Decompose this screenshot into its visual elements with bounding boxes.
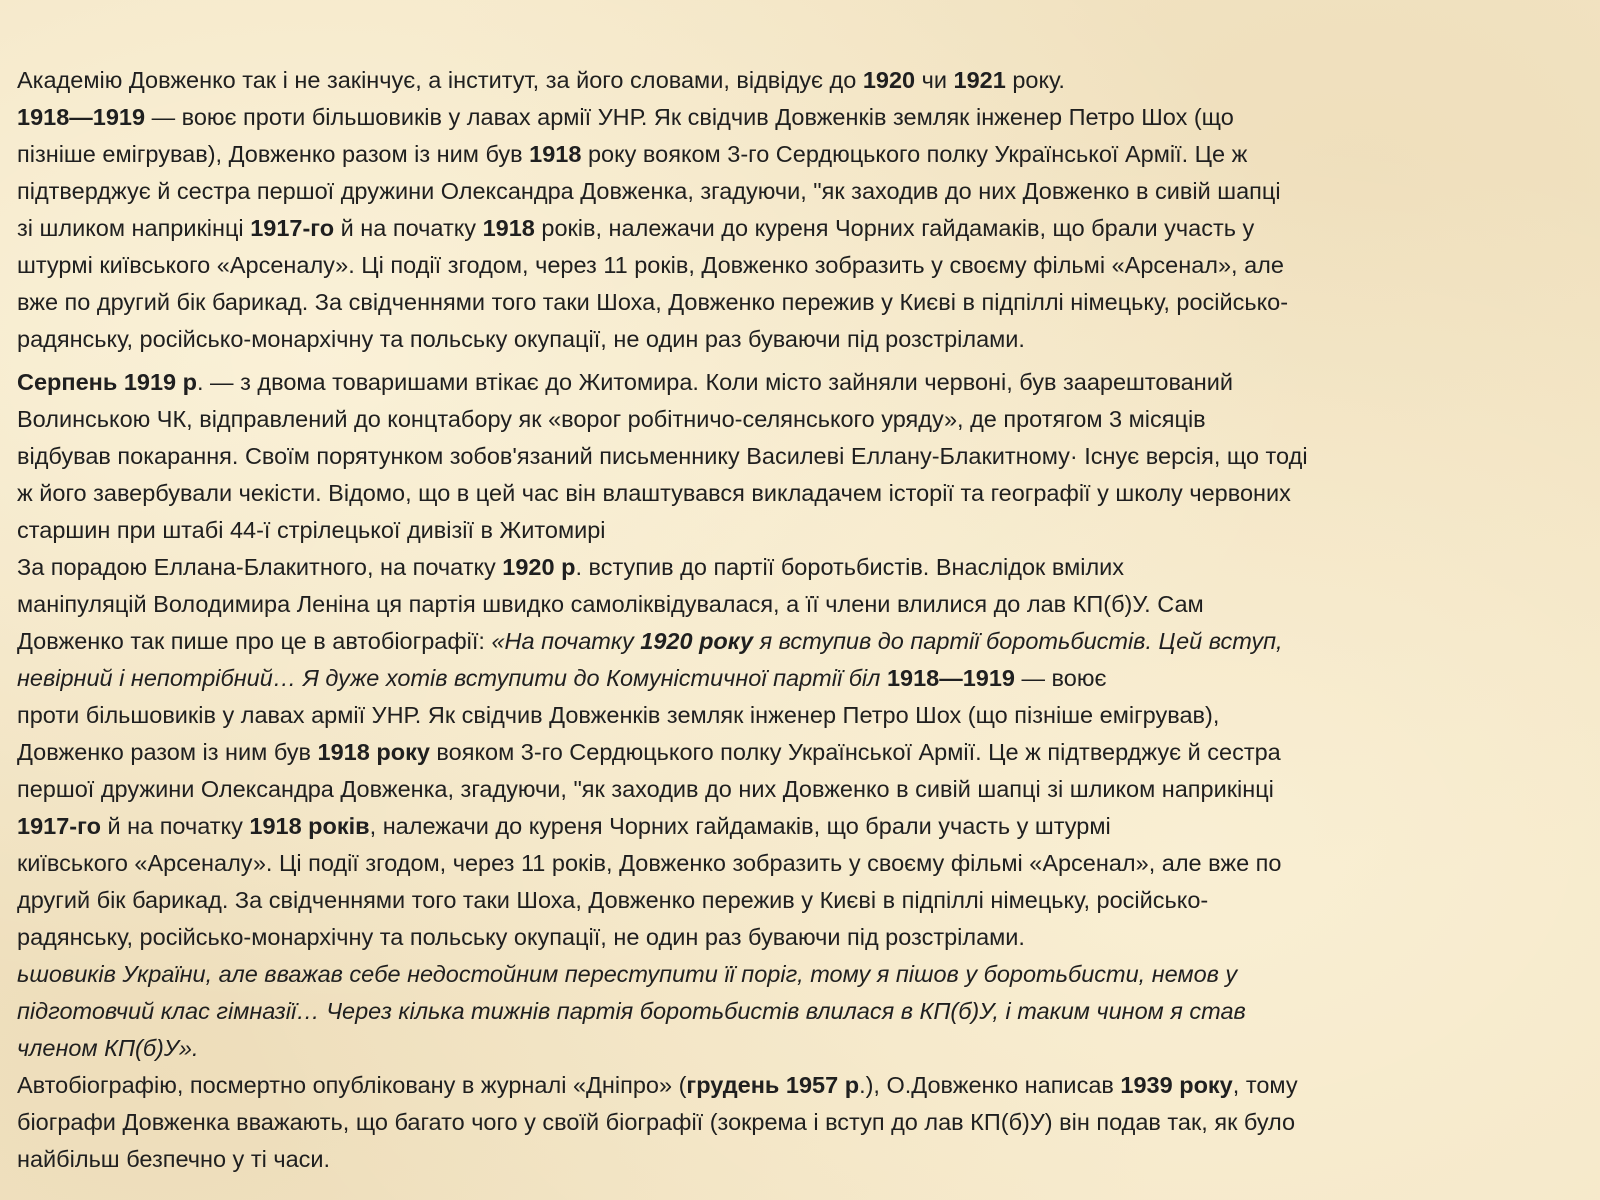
year-1918: 1918 — [529, 141, 582, 167]
slide-text-body — [17, 62, 1585, 1178]
years-1918-1919: 1918—1919 — [17, 104, 146, 130]
text-line: підтверджує й сестра першої дружини Олександра Довженка, згадуючи, "як заходив до них Довженко в сивій шапці — [17, 178, 1281, 204]
text-line: пізніше емігрував), Довженко разом із ним був 1918 року вояком 3-го Сердюцького полку Української Армії. Це ж — [17, 141, 1248, 167]
text-line: 1918—1919 — воює проти більшовиків у лавах армії УНР. Як свідчив Довженків земляк інженер Петро Шох (що — [17, 104, 1234, 130]
text-line: першої дружини Олександра Довженка, згадуючи, "як заходив до них Довженко в сивій шапці зі шликом наприкінці — [17, 776, 1274, 802]
middle-dot: · — [1069, 443, 1078, 469]
year-1918: 1918 року — [317, 739, 430, 765]
text-line: 1917-го й на початку 1918 років, належачи до куреня Чорних гайдамаків, що брали участь у штурмі — [17, 813, 1111, 839]
text-line: За порадою Еллана-Блакитного, на початку 1920 р. вступив до партії боротьбистів. Внаслідок вмілих — [17, 554, 1125, 580]
text-line: Довженко разом із ним був 1918 року вояком 3-го Сердюцького полку Української Армії. Це ж підтверджує й сестра — [17, 739, 1281, 765]
year-1917: 1917-го — [17, 813, 101, 839]
text-line: вже по другий бік барикад. За свідченнями того таки Шоха, Довженко пережив у Києві в підпіллі німецьку, російсько- — [17, 289, 1289, 315]
quote-text: «На початку — [491, 628, 641, 654]
text-line: найбільш безпечно у ті часи. — [17, 1146, 331, 1172]
years-1918-1919: 1918—1919 — [886, 665, 1015, 691]
text-line: проти більшовиків у лавах армії УНР. Як свідчив Довженків земляк інженер Петро Шох (що пізніше емігрував), — [17, 702, 1220, 728]
text-line — [17, 1030, 1585, 1067]
date-december-1957: грудень 1957 р — [686, 1072, 860, 1098]
text-line: Серпень 1919 р. — з двома товаришами втікає до Житомира. Коли місто зайняли червоні, був заарештований — [17, 369, 1233, 395]
text-line: відбував покарання. Своїм порятунком зобов'язаний письменнику Василеві Еллану-Блакитному· Існує версія, що тоді — [17, 443, 1308, 469]
text-line — [17, 956, 1585, 993]
quote-text: я вступив до партії боротьбистів. Цей вступ, — [753, 628, 1283, 654]
text-line: зі шликом наприкінці 1917-го й на початку 1918 років, належачи до куреня Чорних гайдамаків, що брали участь у — [17, 215, 1255, 241]
quote-text: невірний і непотрібний… Я дуже хотів вступити до Комуністичної партії біл — [17, 665, 887, 691]
quote-text: підготовчий клас гімназії… Через кілька тижнів партія боротьбистів влилася в КП(б)У, і таким чином я став — [17, 998, 1246, 1024]
text-line: невірний і непотрібний… Я дуже хотів вступити до Комуністичної партії біл 1918—1919 — воює — [17, 665, 1107, 691]
year-1921: 1921 — [953, 67, 1006, 93]
text-line — [17, 993, 1585, 1030]
text-line: штурмі київського «Арсеналу». Ці події згодом, через 11 років, Довженко зобразить у своєму фільмі «Арсенал», але — [17, 252, 1284, 278]
text-line: Довженко так пише про це в автобіографії: «На початку 1920 року я вступив до партії боротьбистів. Цей вступ, — [17, 628, 1283, 654]
text-line: радянську, російсько-монархічну та польську окупації, не один раз буваючи під розстрілами. — [17, 924, 1025, 950]
text-line: маніпуляцій Володимира Леніна ця партія швидко самоліквідувалася, а її члени влилися до лав КП(б)У. Сам — [17, 591, 1204, 617]
text-line: Волинською ЧК, відправлений до концтабору як «ворог робітничо-селянського уряду», де протягом 3 місяців — [17, 406, 1206, 432]
year-1939: 1939 року — [1120, 1072, 1233, 1098]
text-line: радянську, російсько-монархічну та польську окупації, не один раз буваючи під розстрілами. — [17, 326, 1025, 352]
year-1918: 1918 — [482, 215, 535, 241]
text-line: ж його завербували чекісти. Відомо, що в цей час він влаштувався викладачем історії та географії у школу червоних — [17, 480, 1291, 506]
text-line: старшин при штабі 44-ї стрілецької дивізії в Житомирі — [17, 517, 606, 543]
text-line: Академію Довженко так і не закінчує, а інститут, за його словами, відвідує до 1920 чи 1921 року. — [17, 67, 1065, 93]
text-line: Автобіографію, посмертно опубліковану в журналі «Дніпро» (грудень 1957 р.), О.Довженко написав 1939 року, тому — [17, 1072, 1298, 1098]
text-line: київського «Арсеналу». Ці події згодом, через 11 років, Довженко зобразить у своєму фільмі «Арсенал», але вже по — [17, 850, 1282, 876]
quote-text: ьшовиків України, але вважав себе недостойним переступити її поріг, тому я пішов у боротьбисти, немов у — [17, 961, 1238, 987]
quote-text: членом КП(б)У». — [17, 1035, 199, 1061]
year-1918: 1918 років — [249, 813, 370, 839]
text-line: біографи Довженка вважають, що багато чого у своїй біографії (зокрема і вступ до лав КП(б)У) він подав так, як було — [17, 1109, 1296, 1135]
year-1920: 1920 року — [640, 628, 754, 654]
text-line: другий бік барикад. За свідченнями того таки Шоха, Довженко пережив у Києві в підпіллі німецьку, російсько- — [17, 887, 1209, 913]
year-1920: 1920 — [862, 67, 916, 93]
date-august-1919: Серпень 1919 р — [17, 369, 197, 395]
year-1920: 1920 р — [502, 554, 576, 580]
year-1917: 1917-го — [250, 215, 335, 241]
